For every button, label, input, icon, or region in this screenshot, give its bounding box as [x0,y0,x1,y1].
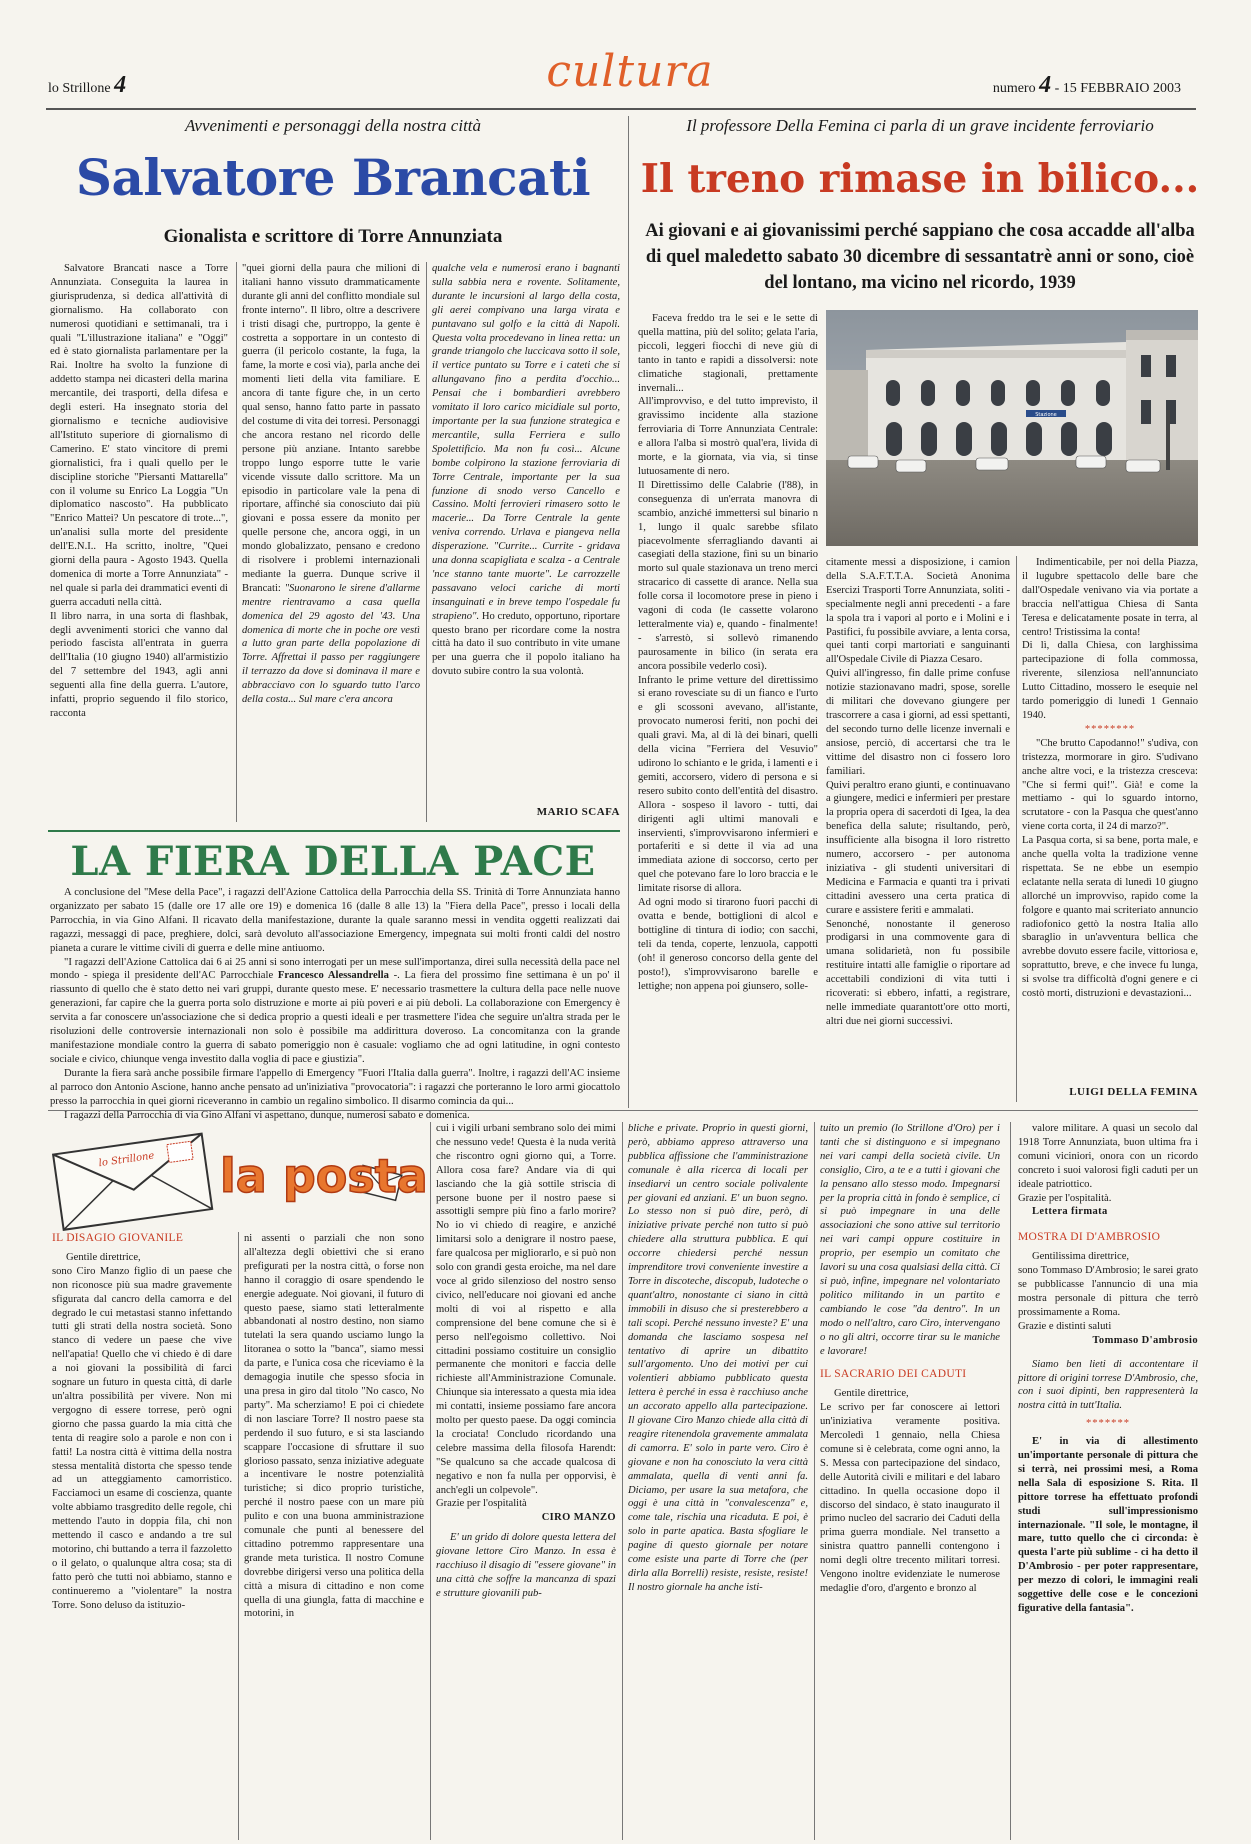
letter-column [436,1122,616,1842]
header-divider [46,108,1196,110]
letter-column [244,1232,424,1842]
letter-text: Gentile direttrice, Le scrivo per far conoscere ai lettori un'iniziativa veramente positiva. Mercoledì 1 gennaio, nella Chiesa comune si è celebrata, come ogni anno, la S. Messa con partecipazione del sindaco, delle Autorità civili e militari e del labaro cittadino. In quella occasione dopo il discorso del sindaco, è stato inaugurato il primo nucleo del sacrario dei Caduti della prima guerra mondiale. Nel transetto a sinistra quattro pannelli contengono i nomi degli oltre trecento militari torresi. Vengono inoltre evidenziate le numerose medaglie d'oro, d'argento e bronzo al [820,1388,1000,1594]
article-text: Salvatore Brancati nasce a Torre Annunziata. Conseguita la laurea in giurisprudenza, si dedica all'attività di giornalismo. Ha collaborato con numerosi quotidiani e settimanali, tra i quali "L'illustrazione italiana" e "Oggi" ed è stato giornalista parlamentare per la Rai. Inoltre ha svolto la funzione di addetto stampa nei dicasteri della marina mercantile, dei trasporti, della difesa e degli esteri. Ha insegnato storia del giornalismo e tecniche audiovisive all'Istituto superiore di giornalismo di Camerino. E' stato vincitore di premi giornalistici, fra i quali quello per le discipline storiche "Piersanti Mattarella" con il volume su Enrico La Loggia "Un diplomatico nascosto". Ha pubblicato "Enrico Mattei? Un pescatore di trote...", un'analisi sulla morte del presidente dell'E.N.I.. Ha scritto, inoltre, "Quei giorni della paura - Agosto 1943. Quella domenica di morte a Torre Annunziata" - nel quale si parla dei drammatici eventi di guerra accaduti nella città. Il libro narra, in una sorta di flashbak, degli avvenimenti storici che vanno dal periodo fascista all'entrata in guerra dell'Italia (10 giugno 1940) all'armistizio del 7 settembre del 1943, agli anni seguenti alla fine della guerra. L'autore, infatti, proprio seguendo il filo storico, racconta [50,263,228,719]
article-text: "quei giorni della paura che milioni di italiani hanno vissuto drammaticamente durante gli anni del conflitto mondiale sul fronte interno". Il libro, oltre a descrivere i tristi disagi che, purtroppo, la gente è costretta a sopportare in un contesto di guerra (il pericolo costante, la fuga, la fame, la morte e così via), parla anche dei momenti lieti della vita familiare. E ancora di tante figure che, in un certo qual senso, hanno fatto parte in passato del costume di vita dei torresi. Personaggi che ancora restano nel ricordo delle persone più anziane. Intanto sarebbe troppo lungo esporre tutte le varie vicende vissute dallo scrittore. Ma un episodio in particolare vale la pena di riportare, affinché sia conosciuto dai più giovani e possa essere da monito per quelle persone che, ancora oggi, in un mondo globalizzato, pensano e credono di risolvere i problemi internazionali mediante la guerra. Dunque scrive il Brancati: [242,263,420,594]
article-subtitle: Gionalista e scrittore di Torre Annunziata [163,226,503,247]
envelope-icon [50,1120,428,1220]
article-column [432,262,620,802]
letter-signature: Tommaso D'ambrosio [1092,1334,1198,1346]
article-title: Il treno rimase in bilico... [640,156,1200,202]
letter-column [1018,1122,1198,1842]
editor-reply: Siamo ben lieti di accontentare il pittore di origini torrese D'Ambrosio, che, con i suoi dipinti, ben rappresenterà la nostra città in tutt'Italia. [1018,1358,1198,1412]
section-title: cultura [546,46,714,97]
letter-signature: Lettera firmata [1032,1206,1108,1218]
posta-heading: la posta [220,1149,428,1203]
person-name: Francesco Alessandrella [277,970,389,982]
separator-stars: ******* [1085,1418,1131,1430]
logo-paper-name: lo Strillone [98,1150,156,1170]
posta-logo [50,1120,428,1220]
letter-text: ni assenti o parziali che non sono all'altezza degli obiettivi che si erano prefigurati per la nostra città, o forse non hanno il coraggio di osare spendendo le energie adeguate. Noi giovani, il futuro di questo paese, siamo stati letteralmente abbandonati al nostro destino, non siamo tutelati la sera quando usciamo lungo la litoranea o sotto la "banca", siamo messi da parte, e l'unica cosa che riceviamo è la demagogia inutile che spesso sfocia in una presa in giro dal titolo "No casco, No party". Ma scherziamo! E poi ci chiedete di non lasciare Torre? Il nostro paese sta perdendo il suo futuro, e si sta lasciando scappare l'occasione di sfruttare il suo glorioso passato, senza iniziative adeguate a incentivare le nostre potenzialità turistiche; si dico proprio turistiche, perché il nostro paese con un mare più pulito e con una buona amministrazione comunale che punti al benessere del cittadino potremmo rappresentare una grande meta turistica. Il nostro Comune dovrebbe dirigersi verso una politica della città a misura di cittadino e non come quella di una giungla, fatta di macchine e motorini, in [244,1233,424,1620]
station-photo-image [826,310,1198,546]
letter-text: cui i vigili urbani sembrano solo dei mimi che nessuno vede! Questa è la nuda verità che riscontro ogni giorno qui, a Torre. Allora cosa fare? Andare via di qui lasciando che la già sottile striscia di persone buone per il nostro paese si assottigli sempre più fino a farlo morire? No io vi chiedo di reagire, e anziché limitarsi solo a denigrare il nostro paese, fare qualcosa per migliorarlo, e si può non solo con grandi gesta eroiche, ma nel dare voce al grido silenzioso del nostro senso civico, nell'educare noi giovani ed anche molti di voi al rispetto e alla comprensione del bene comune che si è perso nell'egoismo collettivo. Noi cittadini possiamo costituire un consiglio permanente che monitori e faccia delle richieste all'Amministrazione Comunale. Chiunque sia interessato a questa mia idea mi contatti, insieme possiamo fare ancora molto per questo paese. Da oggi comincia la crociata! Concludo ricordando una celebre massima della filosofa Harendt: "Se qualcuno sa che accade qualcosa di negativo e non fa nulla per opporvisi, è anch'egli un colpevole". Grazie per l'ospitalità [436,1123,616,1510]
letter-heading: MOSTRA DI D'AMBROSIO [1018,1231,1161,1244]
column-divider [426,262,427,822]
letter-heading: IL DISAGIO GIOVANILE [52,1232,184,1244]
article-quote: "Suonarono le sirene d'allarme mentre rientravamo a casa quella domenica del 29 agosto del '43. Una domenica di morte che in poche ore vestì a lutto gran parte della popolazione di Torre. Affrettai il passo per raggiungere il terrazzo da dove si dominava il mare e abbracciavo con lo sguardo tutto l'arco della costa... Sul mare c'era ancora [242,582,420,706]
article-text: Indimenticabile, per noi della Piazza, il lugubre spettacolo delle bare che dall'Ospedale venivano via via portate a braccia nell'attigua Chiesa di Santa Teresa e delicatamente posate in terra, al centro! Tristissima la conta! Di lì, dalla Chiesa, con larghissima partecipazione di folla commossa, riverente, silenziosa nell'annunciato Lutto Cittadino, mossero le esequie nel tardo pomeriggio di lunedì 1 Gennaio 1940. [1022,557,1198,721]
article-paragraph: I ragazzi della Parrocchia di via Gino Alfani vi aspettano, dunque, numerosi sabato e domenica. [64,1109,470,1121]
letter-column [628,1122,808,1842]
article-kicker: Il professore Della Femina ci parla di un grave incidente ferroviario [686,116,1154,135]
issue-date: - 15 FEBBRAIO 2003 [1054,81,1181,96]
letter-column [52,1232,232,1842]
article-title: LA FIERA DELLA PACE [70,838,596,885]
letter-text: valore militare. A quasi un secolo dal 1918 Torre Annunziata, buon ultima fra i comuni viciniori, onora con un ricordo concreto i suoi valorosi figli caduti per un ideale patriottico. Grazie per l'ospitalità. [1018,1123,1198,1204]
column-divider [814,1122,815,1840]
article-text: "I ragazzi dell'Azione Cattolica dai 6 ai 25 anni si sono interrogati per un mese sull'importanza, direi sulla necessità della pace nel mondo - spiega il presidente dell'AC Parrocchiale [50,956,620,982]
page-number: 4 [114,72,127,98]
station-sign: Stazione [1035,412,1057,418]
letter-text: Gentile direttrice, sono Ciro Manzo figlio di un paese che non riconosce più sua madre gravemente sfigurata dal cancro della camorra e del degrado le cui metastasi stanno infettando tutti gli strati della nostra società. Sono stanco di vedere un paese che vive nell'apatia! Quello che vi chiedo è di dare a noi giovani la possibilità di farci sognare un futuro in questa città, di darle un'altra possibilità per vivere. Non mi vergogno di essere torrese, però ogni giorno che passa guardo la mia città che tenta di reagire solo a parole e non con i fatti! La nostra città è vittima della nostra stessa mentalità distorta che spesso tende ad un atteggiamento camorristico. Facciamoci un esame di coscienza, quante volte abbiamo trasgredito delle regole, chi mettendo l'auto in doppia fila, chi non mettendo il casco e andando a tre sul motorino, chi buttando a terra il fazzoletto o il gelato, o qualunque altra cosa; sta di fatto però che tutti noi abbiamo, stanno e continueremo a "violentare" la nostra Torre. Sono deluso da istituzio- [52,1251,232,1611]
issue-label: numero [992,81,1036,96]
article-text: Ho creduto, opportuno, riportare questo brano per ricordare come la nostra città ha dato il suo contributo in vite umane per una guerra che il popolo italiano ha dovuto subire contro la sua volontà. [432,610,620,678]
column-divider [622,1122,623,1840]
article-paragraph [50,956,620,1067]
article-text: citamente messi a disposizione, i camion della S.A.F.T.T.A. Società Anonima Esercizi Trasporti Torre Annunziata, soliti - specialmente negli anni precedenti - a fare la spola tra i vapori al porto e i Molini e i Pastifici, fu possibile avviare, a lenta corsa, quei tanti corpi martoriati e sanguinanti all'Ospedale Civile di Piazza Cesaro. Quivi all'ingresso, fin dalle prime confuse notizie stazionavano madri, spose, sorelle di militari che dovevano giungere per trascorrere a casa i giorni, ad essi spettanti, del secondo turno delle licenze invernali e ansiose, perciò, di accertarsi che tra le vittime del disastro non ci fossero loro familiari. Quivi peraltro erano giunti, e continuavano a giungere, medici e infermieri per prestare la propria opera di sacerdoti di Igea, la dea benefica della salute; risultando, però, insufficiente alla bisogna il loro ristretto numero, accorsero - per autonoma iniziativa - gli studenti universitari di Medicina e Farmacia e quanti tra i privati cittadini avessero una certa pratica di curare e assistere feriti e ammalati. Senonché, nonostante il generoso prodigarsi in una commovente gara di umana solidarietà, non fu possibile restituire intatti alle famiglie o riportare ad accettabili condizioni di vita tutti i ricoverati: si ebbero, infatti, a registrare, nelle immediate quarantott'ore otto morti, altri due nei giorni successivi. [826,557,1010,1027]
announcement-text: E' in via di allestimento un'importante personale di pittura che si terrà, nei prossimi mesi, a Roma nella Sala di esposizione S. Rita. Il pittore torrese ha effettuato profondi studi sull'impressionismo internazionale. "Il sole, le montagne, il mare, tutto quello che ci circonda: è questa l'arte più sublime - ci ha detto il D'Ambrosio - per poter rappresentare, per mezzo di colori, le immagini reali soggettive delle cose e le concezioni figurative della fantasia". [1018,1436,1198,1614]
column-divider [628,116,629,1108]
article-text: -. La fiera del prossimo fine settimana è un po' il riassunto di quello che è stato detto nei vari gruppi, durante questo mese. E' necessario trasmettere la cultura della pace nelle nuove generazioni, far capire che la guerra porta solo distruzione e morte ai più poveri e ai più deboli. La collaborazione con Emergency è servita a far conoscere un'associazione che si dedica proprio a questi ideali e per trasmettere l'idea che seguire un'altra strada per le risoluzioni delle controversie internazionali non solo è possibile ma addirittura doveroso. La concomitanza con la grande manifestazione mondiale contro la guerra di sabato pomeriggio non è casuale: vogliamo che ad ogni latitudine, in ogni contesto sociale e civico, chiunque venga investito dalla voglia di pace e giustizia". [50,970,620,1065]
article-kicker: Avvenimenti e personaggi della nostra città [184,116,482,135]
separator-stars: ******** [1084,723,1136,735]
letter-column [820,1122,1000,1842]
article-column [1022,556,1198,1068]
author-signature: LUIGI DELLA FEMINA [1069,1086,1198,1098]
article-quote: qualche vela e numerosi erano i bagnanti sulla sabbia nera e rovente. Solitamente, durante le incursioni al largo della costa, gli aerei compivano una larga virata e puntavano sul golfo e la città di Napoli. Questa volta procedevano in linea retta: un grande triangolo che luccicava sotto il sole, il vertice puntato su Torre e i cateti che si allungavano fino a perdita d'occhio... Pensai che i bombardieri avrebbero vomitato il loro carico micidiale sul porto, importante per la sua funzione strategica e mercantile, sulla Ferriera e sullo Spolettificio. Ma non fu così... Alcune bombe colpirono la stazione ferroviaria di Torre Centrale, importante per la sua funzione di snodo verso Cancello e Cassino. Molti ferrovieri rimasero sotto le macerie... Da Torre Centrale la gente veniva correndo. Urlava e piangeva nella disperazione. "Currite... Currite - gridava una donna scapigliata e scalza - a Centrale 'nce stanno tante muorte". Le carrozzelle passavano veloci cariche di morti insanguinati e in breve tempo l'ospedale fu strapieno". [432,263,620,622]
letter-heading: IL SACRARIO DEI CADUTI [820,1368,967,1381]
article-column [638,312,818,1102]
article-subtitle: Ai giovani e ai giovanissimi perché sappiano che cosa accadde all'alba di quel maledetto sabato 30 dicembre di sessantatrè anni or sono, cioè del lontano, ma vicino nel ricordo, 1939 [645,221,1195,293]
column-divider [1010,1122,1011,1840]
article-column [242,262,420,822]
issue-number: 4 [1039,72,1052,98]
article-column [50,262,228,822]
article-title: Salvatore Brancati [75,148,591,207]
editor-reply: E' un grido di dolore questa lettera del giovane lettore Ciro Manzo. In essa è racchiuso il disagio di "essere giovane" in una città che soffre la mancanza di spazi e strutture giovanili pub- [436,1532,616,1599]
column-divider [430,1122,431,1840]
article-body [50,886,620,1121]
article-column [826,556,1010,1102]
article-text: "Che brutto Capodanno!" s'udiva, con tristezza, mormorare in giro. S'udivano anche altre voci, e la tristezza cresceva: "Che si fermi qui!". Già! e come la mettiamo - qui lo sguardo intorno, scrutatore - con la Pasqua che quest'anno viene corta corta, il 24 di marzo?". La Pasqua corta, si sa bene, porta male, e anche quella volta la tradizione venne rispettata. Se ne ebbe un esempio eclatante nella serata di lunedì 10 giugno allorché un improvviso, rapido come la folgore e quanto mai scriteriato annuncio radiofonico gettò la nostra Italia allo sbaraglio in un'avventura bellica che avrebbe dovuto essere facile, vittoriosa e, soprattutto, breve, e che invece fu lunga, si svolse tra difficoltà d'ogni genere e ci costò morti, distruzioni e devastazioni... [1022,737,1198,1000]
editor-reply: bliche e private. Proprio in questi giorni, però, abbiamo appreso attraverso una pubblica affissione che l'amministrazione comunale è alla ricerca di locali per insediarvi un centro sociale polivalente per giovani ed anziani. E' un buon segno. Lo stesso non si può dire, però, di iniziative private perché non tutto si può chiedere alla struttura pubblica. E qui occorre chiedersi perché nessun imprenditore trovi conveniente investire a Torre in discoteche, discopub, ludoteche o quant'altro, nonostante ci siano in città immobili in disuso che si presterebbero a tali scopi. Perché nessuno investe? E' una domanda che lasciamo sospesa nel tentativo di aprire un dibattito sull'argomento. Uno dei motivi per cui volentieri abbiamo pubblicato questa lettera è perché in essa è racchiuso anche un accorato appello alla partecipazione. Il giovane Ciro Manzo chiede alla città di reagire ritenendola gravemente ammalata di camorra. E' solo in parte vero. Ciro è giovane e non ha conosciuto la vera città ammalata, quella di venti anni fa. Diciamo, per usare la sua metafora, che oggi è una città in "convalescenza" e, come tale, rischia una ricaduta. E poi, è solo in parte apatica. Basta sfogliare le pagine di questo giornale per notare come esiste una parte di Torre che (per dirla alla Borrelli) resiste, resiste, resiste! Il nostro giornale ha anche isti- [628,1123,808,1593]
masthead-right [993,72,1181,99]
letter-signature: CIRO MANZO [541,1512,616,1524]
article-text: Faceva freddo tra le sei e le sette di quella mattina, più del solito; gelata l'aria, piccoli, leggeri fiocchi di neve giù di tanto in tanto e rapidi a dissolversi: note climatiche stagionali, prettamente invernali... All'improvviso, e del tutto imprevisto, il gravissimo incidente alla stazione ferroviaria di Torre Annunziata Centrale: e allora l'alba si mostrò qual'era, livida di morte, e la giornata, via via, si tinse lutuosamente di nero. Il Direttissimo delle Calabrie (l'88), in conseguenza di un'errata manovra di scambio, anziché immettersi sul binario n 1, lungo il qualc sarebbe sfilato piacevolmente sferragliando davanti ai casegiati della stazione, finì su un binario morto sul quale stazionava un treno merci stracarico di cassette di arance. Nella sua folle corsa il locomotore prese in pieno i vagoni di coda (le cassette volarono letteralmente via) e, quando - finalmente! - s'arrestò, si sollevò rimanendo paurosamente in bilico (in serata era ancora possibile vederlo così). Infranto le prime vetture del direttissimo si erano rovesciate su di un fianco e l'urto e gli scossoni avevano, all'istante, provocato numerosi feriti, non pochi dei quali gravi. Ma, al di là dei binari, quelli della vicina "Ferriera del Vesuvio" udirono lo schianto e le grida, i lamenti e i gemiti, accorsero, videro di persona e si resero subito conto dell'entità del disastro. Allora - sospeso il lavoro - tutti, dai dirigenti agli ultimi manovali e inservienti, s'improvvisarono infermieri e portaferiti e si dette il via ad una immediata azione di soccorso, certo per quel che potevano fare lo loro braccia e le limitate risorse di allora. Ad ogni modo si tirarono fuori pacchi di ovatta e bende, bottiglioni di alcol e bottigline di tintura di iodio; con sacchi, teli da tenda, coperte, lenzuola, cappotti (oh! il generoso concorso della gente del posto!), s'improvvisarono barelle e lettighe; non appena poi giunsero, solle- [638,313,818,992]
article-paragraph: Durante la fiera sarà anche possibile firmare l'appello di Emergency "Fuori l'Italia dalla guerra". Inoltre, i ragazzi dell'AC insieme al parroco don Antonio Ascione, hanno anche pensato ad un'iniziativa "provocatoria": i ragazzi che porteranno le loro armi giocattolo presso la parrocchia in quei giorni riceveranno in cambio un regalino simbolico. Il disarmo comincia da qui... [50,1067,620,1107]
author-signature: MARIO SCAFA [536,806,620,818]
article-paragraph: A conclusione del "Mese della Pace", i ragazzi dell'Azione Cattolica della Parrocchia della SS. Trinità di Torre Annunziata hanno organizzato per sabato 15 (dalle ore 17 alle ore 19) e domenica 16 (dalle 8 alle 13) la "Fiera della Pace", presso i locali della Parrocchia, in via Gino Alfani. Il ricavato della manifestazione, durante la quale saranno messi in vendita oggetti realizzati dai ragazzi, messaggi di pace, preghiere, dolci, sarà devoluto all'associazione Emergency, impegnata sui molti fronti caldi del nostro pianeta a curare le vittime civili di guerra e delle mine antiuomo. [50,887,620,954]
column-divider [238,1232,239,1840]
paper-name: lo Strillone [48,81,111,96]
masthead-left [48,72,126,99]
column-divider [236,262,237,822]
section-divider [48,830,620,832]
letter-text: Gentilissima direttrice, sono Tommaso D'Ambrosio; le sarei grato se pubblicasse l'annuncio di una mia mostra personale di pittura che terrò prossimamente a Roma. Grazie e distinti saluti [1018,1251,1198,1332]
editor-reply: tuito un premio (lo Strillone d'Oro) per i tanti che si distinguono e si impegnano nei vari campi della società civile. Un consiglio, Ciro, a te e a tutti i giovani che la pensano allo stesso modo. Impegnarsi per la propria città in fondo è semplice, ci si può impegnare in una delle associazioni che sono attive sul territorio nei vari campi oppure costituire in proprio, per esempio un comitato che lavori su una cosa qualsiasi della città. Ci si può, infine, impegnare nel volontariato politico militando in un partito e cambiando le cose "da dentro". In un modo o nell'altro, caro Ciro, intervengano o no gli altri, occorre tirar su le maniche e lavorare! [820,1123,1000,1357]
column-divider [1016,556,1017,1102]
station-photo [826,310,1198,546]
